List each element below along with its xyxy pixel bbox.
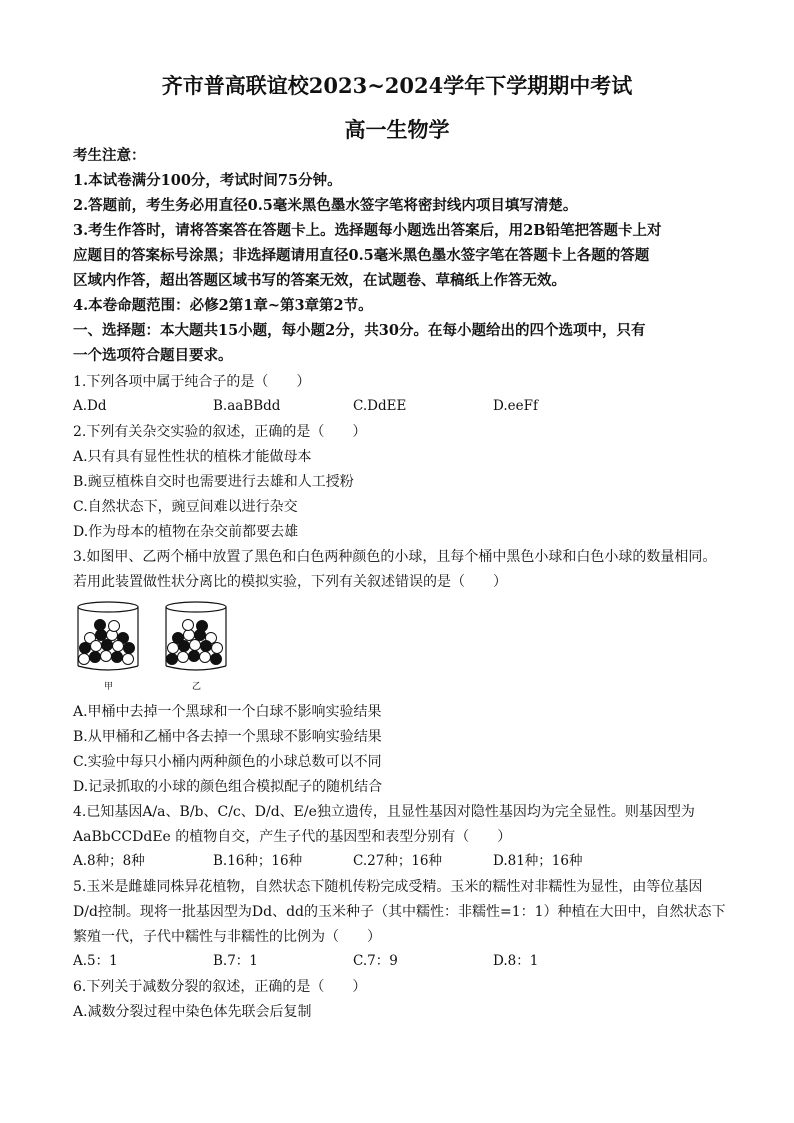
notice-heading: 考生注意：: [73, 147, 146, 164]
question-5-stem-cont2: 繁殖一代，子代中糯性与非糯性的比例为（ ）: [73, 929, 381, 945]
notice-item: 2.答题前，考生务必用直径0.5毫米黑色墨水签字笔将密封线内项目填写清楚。: [73, 197, 578, 214]
q6-option-a: A.减数分裂过程中染色体先联会后复制: [73, 1004, 312, 1020]
q1-option-a: A.Dd: [73, 398, 107, 414]
q2-option-d: D.作为母本的植物在杂交前都要去雄: [73, 524, 299, 540]
q3-option-d: D.记录抓取的小球的颜色组合模拟配子的随机结合: [73, 779, 383, 795]
bucket-jia-label: 甲: [104, 682, 114, 692]
section-heading-cont: 一个选项符合题目要求。: [73, 347, 233, 364]
q1-option-b: B.aaBBdd: [213, 398, 281, 414]
notice-item: 3.考生作答时，请将答案答在答题卡上。选择题每小题选出答案后，用2B铅笔把答题卡上对: [73, 222, 662, 239]
q4-option-a: A.8种；8种: [73, 853, 145, 869]
exam-title: 齐市普高联谊校2023~2024学年下学期期中考试: [161, 73, 633, 98]
q4-option-b: B.16种；16种: [213, 853, 303, 869]
q5-option-c: C.7：9: [353, 953, 398, 969]
q4-option-d: D.81种；16种: [493, 853, 583, 869]
q1-option-c: C.DdEE: [353, 398, 407, 414]
q5-option-a: A.5：1: [73, 953, 118, 969]
q3-option-c: C.实验中每只小桶内两种颜色的小球总数可以不同: [73, 754, 382, 770]
question-3-stem-cont: 若用此装置做性状分离比的模拟实验，下列有关叙述错误的是（ ）: [73, 574, 507, 590]
q1-option-d: D.eeFf: [493, 398, 538, 414]
bucket-jia: [78, 602, 138, 692]
q2-option-b: B.豌豆植株自交时也需要进行去雄和人工授粉: [73, 474, 354, 490]
q2-option-c: C.自然状态下，豌豆间难以进行杂交: [73, 499, 298, 515]
question-5-stem: 5.玉米是雌雄同株异花植物，自然状态下随机传粉完成受精。玉米的糯性对非糯性为显性，由等位基因: [73, 879, 703, 895]
question-2-stem: 2.下列有关杂交实验的叙述，正确的是（ ）: [73, 424, 367, 440]
bucket-figure: [70, 598, 240, 694]
q5-option-b: B.7：1: [213, 953, 258, 969]
notice-item: 区域内作答，超出答题区域书写的答案无效，在试题卷、草稿纸上作答无效。: [73, 272, 566, 289]
question-4-stem-cont: AaBbCCDdEe 的植物自交，产生子代的基因型和表型分别有（ ）: [73, 829, 512, 845]
q5-option-d: D.8：1: [493, 953, 539, 969]
q3-option-a: A.甲桶中去掉一个黑球和一个白球不影响实验结果: [73, 704, 382, 720]
question-3-stem: 3.如图甲、乙两个桶中放置了黑色和白色两种颜色的小球，且每个桶中黑色小球和白色小球的数量相同。: [73, 549, 717, 565]
notice-item: 1.本试卷满分100分，考试时间75分钟。: [73, 172, 342, 189]
bucket-yi-label: 乙: [192, 682, 202, 692]
notice-item: 4.本卷命题范围：必修2第1章~第3章第2节。: [73, 297, 373, 314]
question-1-stem: 1.下列各项中属于纯合子的是（ ）: [73, 374, 311, 390]
question-6-stem: 6.下列关于减数分裂的叙述，正确的是（ ）: [73, 979, 367, 995]
bucket-yi: [166, 602, 226, 692]
section-heading: 一、选择题：本大题共15小题，每小题2分，共30分。在每小题给出的四个选项中，只有: [73, 322, 646, 339]
notice-item: 应题目的答案标号涂黑；非选择题请用直径0.5毫米黑色墨水签字笔在答题卡上各题的答题: [73, 247, 650, 264]
question-5-stem-cont: D/d控制。现将一批基因型为Dd、dd的玉米种子（其中糯性：非糯性=1：1）种植在大田中，自然状态下: [73, 904, 726, 920]
q4-option-c: C.27种；16种: [353, 853, 442, 869]
q3-option-b: B.从甲桶和乙桶中各去掉一个黑球不影响实验结果: [73, 729, 382, 745]
question-4-stem: 4.已知基因A/a、B/b、C/c、D/d、E/e独立遗传，且显性基因对隐性基因均为完全显性。则基因型为: [73, 804, 695, 820]
q2-option-a: A.只有具有显性性状的植株才能做母本: [73, 449, 312, 465]
exam-subtitle: 高一生物学: [344, 117, 450, 142]
